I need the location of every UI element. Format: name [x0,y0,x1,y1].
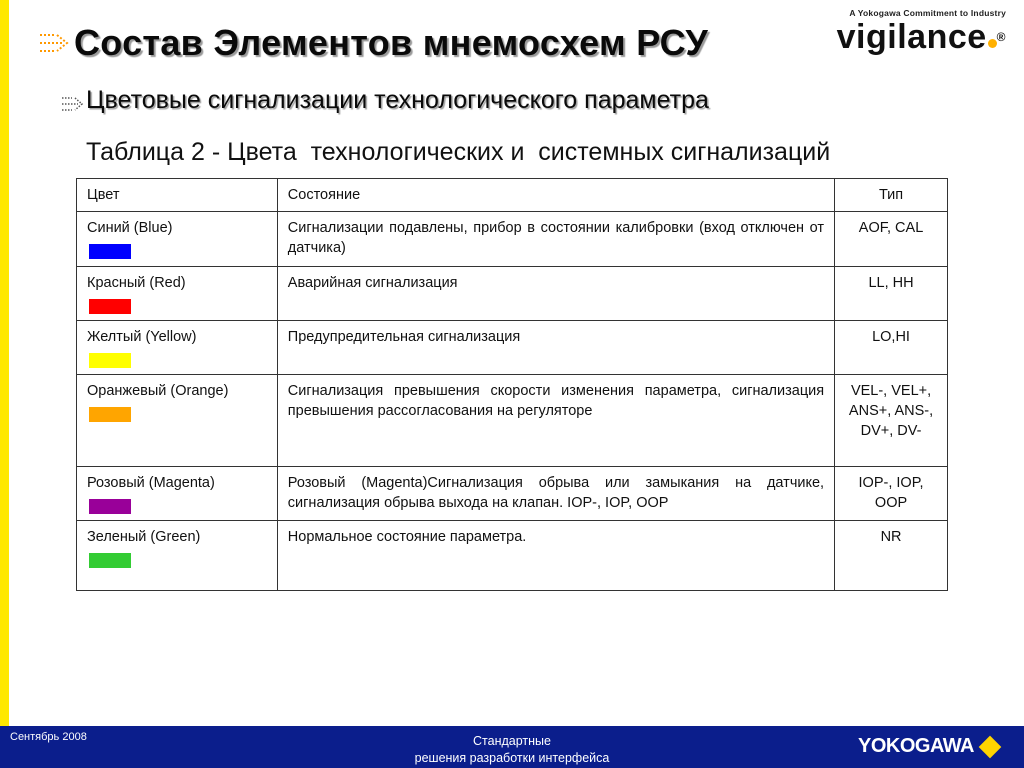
table-row [77,267,948,321]
footer-line-2: решения разработки интерфейса [414,751,610,765]
subtitle-row [62,86,709,115]
type-text: NR [835,521,948,591]
state-text: Предупредительная сигнализация [277,321,834,375]
footer-date: Сентябрь 2008 [10,731,87,743]
color-swatch [89,244,131,259]
section-subtitle: Цветовые сигнализации технологического параметра [86,86,709,114]
logo-tagline: A Yokogawa Commitment to Industry [849,8,1006,18]
yokogawa-wordmark: YOKOGAWA [857,735,974,757]
table-caption: Таблица 2 - Цвета технологических и системных сигнализаций [86,138,831,166]
arrow-bullet-icon [40,28,70,58]
table-header-row [77,179,948,212]
color-name: Желтый (Yellow) [87,329,197,345]
logo-word: vigilance [836,18,987,56]
yokogawa-logo [858,735,998,758]
footer-line-1: Стандартные [473,734,551,748]
state-text: Нормальное состояние параметра. [277,521,834,591]
color-name: Красный (Red) [87,275,186,291]
color-swatch [89,407,131,422]
state-text: Аварийная сигнализация [277,267,834,321]
type-text: VEL-, VEL+, ANS+, ANS-, DV+, DV- [835,375,948,467]
color-swatch [89,299,131,314]
color-swatch [89,499,131,514]
type-text: LO,HI [835,321,948,375]
state-text: Сигнализация превышения скорости изменения параметра, сигнализация превышения рассогласования на регуляторе [277,375,834,467]
type-text: LL, HH [835,267,948,321]
title-row [40,18,708,68]
left-accent-bar [0,0,9,768]
arrow-bullet-icon [62,90,84,112]
type-text: IOP-, IOP, OOP [835,467,948,521]
table-row [77,521,948,591]
state-text: Розовый (Magenta)Сигнализация обрыва или замыкания на датчике, сигнализация обрыва выхода на клапан. IOP-, IOP, OOP [277,467,834,521]
table-row [77,375,948,467]
vigilance-logo [836,8,1006,68]
state-text: Сигнализации подавлены, прибор в состоянии калибровки (вход отключен от датчика) [277,212,834,267]
yokogawa-diamond-icon [979,735,1002,758]
color-swatch [89,353,131,368]
color-name: Зеленый (Green) [87,529,201,545]
color-name: Оранжевый (Orange) [87,383,229,399]
header-color: Цвет [77,179,278,212]
footer-bar [0,726,1024,768]
color-name: Розовый (Magenta) [87,475,215,491]
header-type: Тип [835,179,948,212]
table-row [77,321,948,375]
type-text: AOF, CAL [835,212,948,267]
color-swatch [89,553,131,568]
table-row [77,467,948,521]
logo-dot-icon [988,39,997,48]
table-row [77,212,948,267]
alarm-color-table [76,178,948,591]
registered-icon: ® [996,30,1006,44]
color-name: Синий (Blue) [87,220,173,236]
page-title: Состав Элементов мнемосхем РСУ [74,22,709,63]
header-state: Состояние [277,179,834,212]
